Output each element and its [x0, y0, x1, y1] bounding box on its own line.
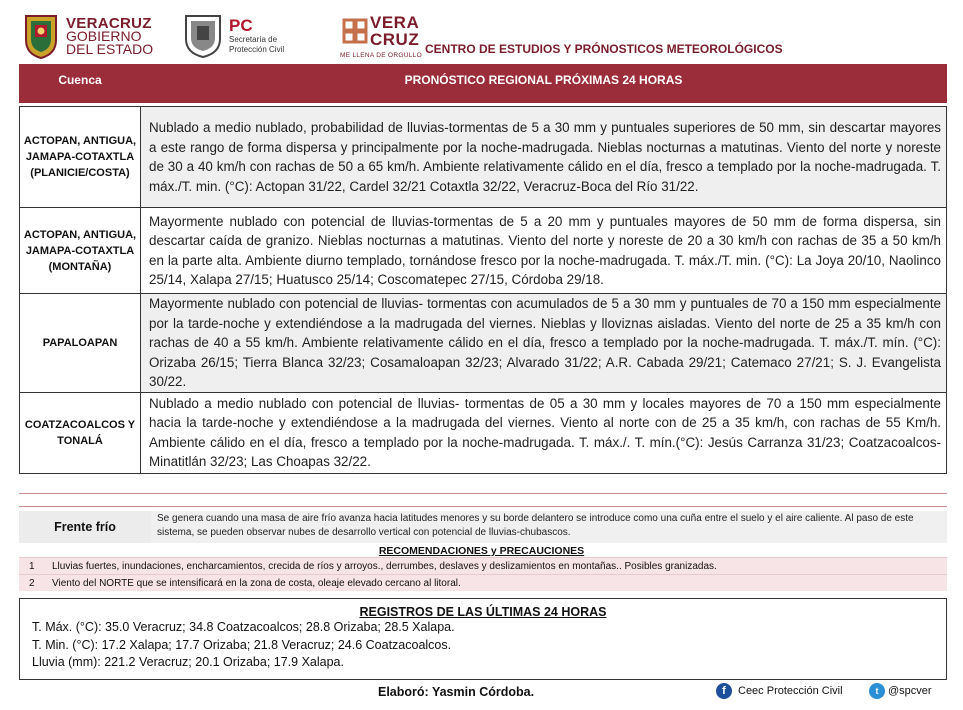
table-row: [20, 208, 947, 294]
item-text: Lluvias fuertes, inundaciones, encharcamientos, crecida de ríos y arroyos., derrumbes, deslaves y deslizamientos en montañas.. Posibles granizadas.: [52, 560, 717, 572]
divider: [19, 506, 947, 507]
vc-line2: CRUZ: [370, 30, 420, 49]
gob-line3: DEL ESTADO: [66, 40, 154, 57]
forecast-cell: Nublado a medio nublado, probabilidad de lluvias-tormentas de 5 a 30 mm y puntuales superiores de 50 mm, sin descartar mayores a este rango de forma dispersa y principalmente por la noche-madrugada. Nieblas nocturnas a matutinas. Viento del norte y noreste de 30 a 40 km/h con rachas de 50 a 65 km/h. Ambiente relativamente cálido en el día, fresco a templado por la noche-madrugada. T. máx./T. min. (°C): Actopan 31/22, Cardel 32/21 Cotaxtla 32/22, Veracruz-Boca del Río 31/22.: [141, 107, 947, 208]
recommendations-list: [19, 557, 947, 591]
records-title: REGISTROS DE LAS ÚLTIMAS 24 HORAS: [359, 605, 607, 619]
basin-cell: ACTOPAN, ANTIGUA, JAMAPA-COTAXTLA (PLANICIE/COSTA): [20, 107, 141, 208]
veracruz-shield-icon: [22, 12, 60, 60]
list-item: [19, 557, 947, 574]
facebook-link[interactable]: [716, 683, 843, 699]
basin-cell: ACTOPAN, ANTIGUA, JAMAPA-COTAXTLA (MONTAÑA): [20, 208, 141, 294]
pc-line2: Protección Civil: [229, 45, 285, 54]
facebook-icon: f: [716, 683, 732, 699]
item-number: 1: [29, 560, 35, 572]
veracruz-knot-icon: [340, 16, 370, 46]
table-row: [20, 392, 947, 473]
pc-line1: Secretaría de: [229, 35, 278, 44]
veracruz-government-logo: [22, 10, 162, 62]
proteccion-civil-logo: [183, 12, 303, 60]
item-text: Viento del NORTE que se intensificará en la zona de costa, oleaje elevado cercano al litoral.: [52, 577, 461, 589]
records-box: [19, 598, 947, 680]
vc-line1: VERA: [370, 13, 420, 32]
records-min-temp: T. Min. (°C): 17.2 Xalapa; 17.7 Orizaba; 21.8 Veracruz; 24.6 Coatzacoalcos.: [32, 637, 452, 652]
col-header-cuenca: Cuenca: [20, 65, 141, 103]
basin-cell: COATZACOALCOS Y TONALÁ: [20, 392, 141, 473]
item-number: 2: [29, 577, 35, 589]
pc-title: PC: [229, 16, 253, 35]
table-header-row: [20, 65, 947, 103]
cold-front-description: Se genera cuando una masa de aire frío avanza hacia latitudes menores y su borde delantero se introduce como una cuña entre el suelo y el aire caliente. Al paso de este sistema, se pueden observar nubes de desarrollo vertical con potencial de lluvias-chubascos.: [157, 513, 914, 538]
forecast-cell: Nublado a medio nublado con potencial de lluvias- tormentas de 05 a 30 mm y locales mayores de 70 a 150 mm especialmente hacia la tarde-noche y extendiéndose a la madrugada del viernes. Viento al norte con de 25 a 35 km/h, con rachas de 55 Km/h. Ambiente cálido en el día, fresco a templado por la noche-madrugada. T. máx./. T. mín.(°C): Jesús Carranza 31/23; Coatzacoalcos-Minatitlán 32/23; Las Choapas 32/22.: [141, 392, 947, 473]
author-credit: Elaboró: Yasmin Córdoba.: [378, 685, 535, 699]
veracruz-brand-logo: [340, 14, 424, 64]
records-max-temp: T. Máx. (°C): 35.0 Veracruz; 34.8 Coatzacoalcos; 28.8 Orizaba; 28.5 Xalapa.: [32, 620, 455, 634]
twitter-icon: t: [869, 683, 885, 699]
records-rain: Lluvia (mm): 221.2 Veracruz; 20.1 Orizaba; 17.9 Xalapa.: [32, 655, 344, 669]
cold-front-box: [19, 511, 947, 543]
facebook-label: Ceec Protección Civil: [738, 685, 843, 697]
recommendations-title: RECOMENDACIONES y PRECAUCIONES: [378, 545, 585, 557]
twitter-label: @spcver: [888, 685, 932, 697]
table-row: [20, 294, 947, 393]
forecast-cell: Mayormente nublado con potencial de lluvias-tormentas de 5 a 20 mm y puntuales mayores de 50 mm de forma dispersa, sin descartar caída de granizo. Nieblas nocturnas a matutinas. Viento del norte y noreste de 20 a 30 km/h con rachas de 35 a 50 km/h en la parte alta. Ambiente diurno templado, tornándose fresco por la noche-madrugada. T. máx./T. min. (°C): La Joya 20/10, Naolinco 25/14, Xalapa 27/15; Huatusco 25/14; Coscomatepec 27/15, Córdoba 29/18.: [141, 208, 947, 294]
basin-cell: PAPALOAPAN: [20, 294, 141, 393]
gob-line2: GOBIERNO: [66, 27, 142, 44]
divider: [19, 493, 947, 494]
cold-front-label: Frente frío: [19, 511, 151, 543]
list-item: [19, 574, 947, 591]
table-row: [20, 107, 947, 208]
vc-tagline: ME LLENA DE ORGULLO: [340, 52, 422, 59]
twitter-link[interactable]: [869, 683, 932, 699]
col-header-forecast: PRONÓSTICO REGIONAL PRÓXIMAS 24 HORAS: [141, 65, 947, 103]
pc-shield-icon: [183, 13, 223, 59]
forecast-cell: Mayormente nublado con potencial de lluvias- tormentas con acumulados de 5 a 30 mm y puntuales de 70 a 150 mm especialmente por la tarde-noche y extendiéndose a la madrugada del viernes. Nieblas y lloviznas aisladas. Viento del norte de 25 a 35 km/h con rachas de 40 a 55 km/h. Ambiente relativamente cálido en el día, fresco a templado por la noche-madrugada. T. máx./T. mín. (°C): Orizaba 26/15; Tierra Blanca 32/23; Cosamaloapan 32/23; Alvarado 31/22; A.R. Cabada 29/21; Catemaco 27/21; S. J. Evangelista 30/22.: [141, 294, 947, 393]
center-title: CENTRO DE ESTUDIOS Y PRÓNOSTICOS METEOROLÓGICOS: [425, 42, 783, 56]
gob-line1: VERACRUZ: [66, 14, 152, 32]
forecast-table: [19, 64, 947, 474]
